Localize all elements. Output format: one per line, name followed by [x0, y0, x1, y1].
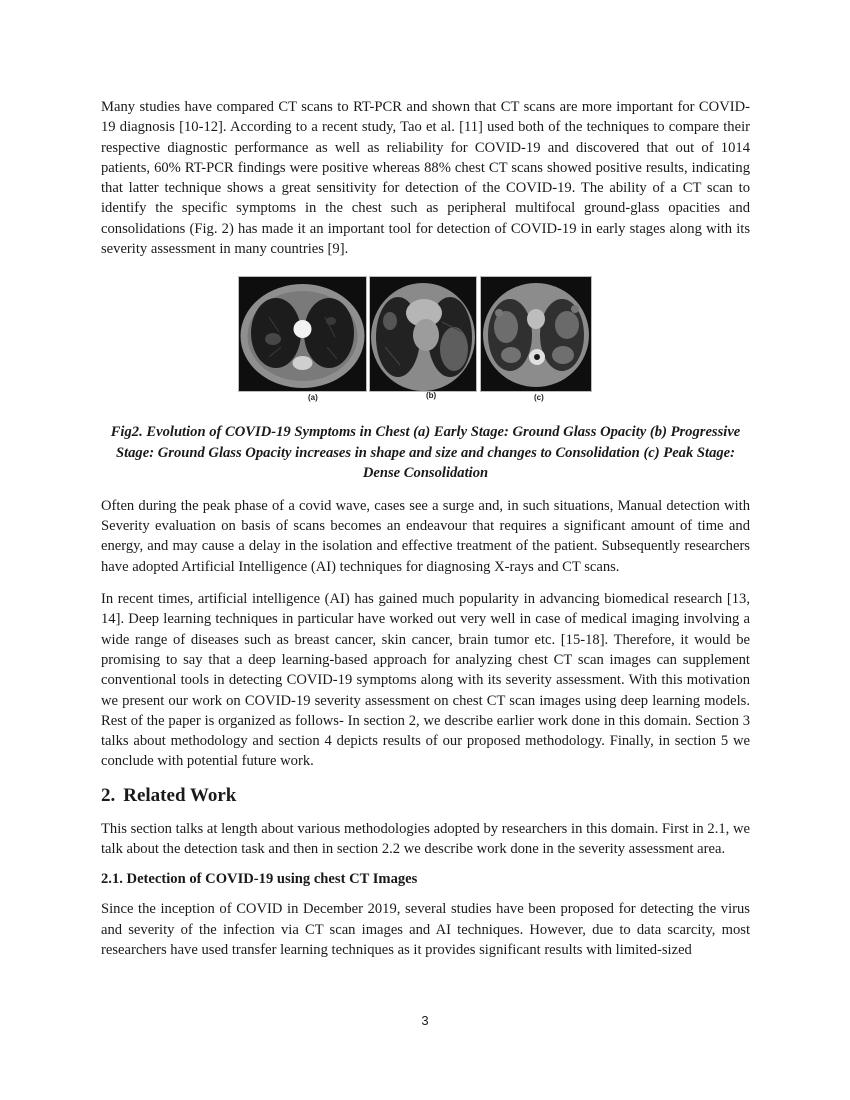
ct-image-peak-stage: [480, 276, 592, 392]
ai-paragraph: In recent times, artificial intelligence (AI) has gained much popularity in advancing biomedical research [13, 14]. Deep learning techniques in particular have worked out very well in case of medical imaging involving a wide range of diseases such as breast cancer, skin cancer, brain tumor etc. [15-18]. Therefore, it would be promising to say that a deep learning-based approach for analyzing chest CT scan images can supplement conventional tools in detecting COVID-19 symptoms along with its severity assessment. With this motivation we present our work on COVID-19 severity assessment on chest CT scan images using deep learning models. Rest of the paper is organized as follows- In section 2, we describe earlier work done in this domain. Section 3 talks about methodology and section 4 depicts results of our proposed methodology. Finally, in section 5 we conclude with potential future work.: [101, 591, 750, 770]
section-title: Related Work: [123, 784, 237, 806]
peak-phase-paragraph: Often during the peak phase of a covid wave, cases see a surge and, in such situations, Manual detection with Severity evaluation on basis of scans becomes an endeavour that requires a significant amount of time and energy, and may cause a delay in the isolation and effective treatment of the patient. Subsequently researchers have adopted Artificial Intelligence (AI) techniques for diagnosing X-rays and CT scans.: [101, 497, 750, 575]
intro-paragraph: Many studies have compared CT scans to RT-PCR and shown that CT scans are more important for COVID-19 diagnosis [10-12]. According to a recent study, Tao et al. [11] used both of the techniques to compare their respective diagnostic performance as well as reliability for COVID-19 and discovered that out of 1014 patients, 60% RT-PCR findings were positive whereas 88% chest CT scans showed positive results, indicating that latter technique shows a great sensitivity for detection of the COVID-19. The ability of a CT scan to identify the specific symptoms in the chest such as peripheral multifocal ground-glass opacities and consolidations (Fig. 2) has made it an important tool for detection of COVID-19 in early stages along with its severity assessment in many countries [9].: [101, 99, 750, 258]
figure-label-a: (a): [308, 393, 318, 403]
figure-label-c: (c): [534, 393, 544, 403]
page-number: 3: [421, 1013, 429, 1028]
detection-paragraph: Since the inception of COVID in December 2019, several studies have been proposed for detecting the virus and severity of the infection via CT scan images and AI techniques. However, due to data scarcity, most researchers have used transfer learning techniques as it provides significant results with limited-sized: [101, 901, 750, 958]
section-number: 2.: [101, 784, 116, 806]
ct-scan-figure: [101, 276, 750, 404]
figure-caption: Fig2. Evolution of COVID-19 Symptoms in Chest (a) Early Stage: Ground Glass Opacity (b) Progressive Stage: Ground Glass Opacity increases in shape and size and changes to Consolidation (c) Peak Stage: Dense Consolidation: [110, 424, 741, 482]
ct-image-early-stage: [238, 276, 367, 392]
related-work-paragraph: This section talks at length about various methodologies adopted by researchers in this domain. First in 2.1, we talk about the detection task and then in section 2.2 we describe work done in the severity assessment area.: [101, 820, 750, 858]
figure-label-b: (b): [426, 391, 437, 401]
page-body: [101, 97, 750, 960]
section-heading-related-work: [101, 784, 750, 808]
subsection-heading-detection: 2.1. Detection of COVID-19 using chest CT Images: [101, 871, 418, 888]
ct-image-progressive-stage: [369, 276, 477, 392]
